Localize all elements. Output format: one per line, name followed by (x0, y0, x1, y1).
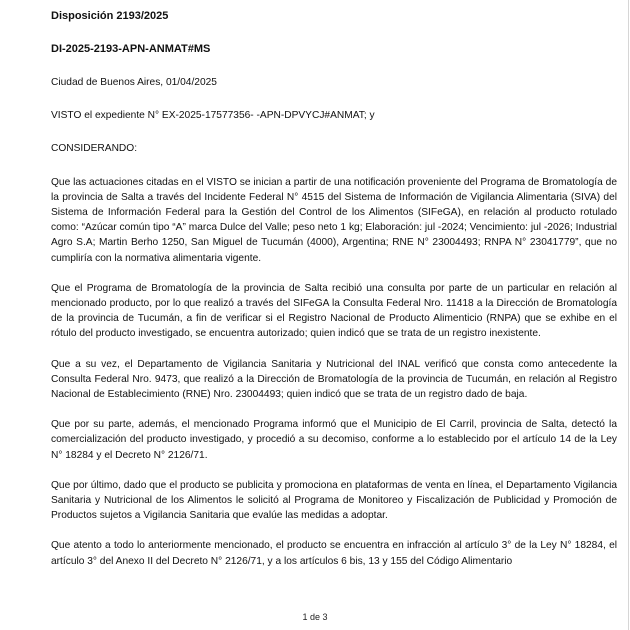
paragraph-4: Que por su parte, además, el mencionado Programa informó que el Municipio de El Carril, provincia de Salta, detectó la comercialización del producto investigado, y procedió a su decomiso, conforme a lo establecido por el artículo 14 de la Ley N° 18284 y el Decreto N° 2126/71. (51, 419, 617, 461)
visto-line: VISTO el expediente N° EX-2025-17577356- -APN-DPVYCJ#ANMAT; y (51, 110, 375, 122)
place-date: Ciudad de Buenos Aires, 01/04/2025 (51, 77, 217, 88)
document-code: DI-2025-2193-APN-ANMAT#MS (51, 43, 211, 55)
document-title: Disposición 2193/2025 (51, 10, 169, 22)
paragraph-2: Que el Programa de Bromatología de la provincia de Salta recibió una consulta por parte de un particular en relación al mencionado producto, por lo que realizó a través del SIFeGA la Consulta Federal Nro. 11418 a la Dirección de Bromatología de la provincia de Tucumán, a fin de verificar si el Registro Nacional de Producto Alimenticio (RNPA) que se exhibe en el rótulo del producto investigado, se encuentra autorizado; quien indicó que se trata de un registro inexistente. (51, 282, 617, 340)
paragraph-1: Que las actuaciones citadas en el VISTO se inician a partir de una notificación proveniente del Programa de Bromatología de la provincia de Salta a través del Incidente Federal N° 4515 del Sistema de Información de Vigilancia Alimentaria (SIVA) del Sistema de Información Federal para la Gestión del Control de los Alimentos (SIFeGA), en relación al producto rotulado como: “Azúcar común tipo “A” marca Dulce del Valle; peso neto 1 kg; Elaboración: jul -2024; Vencimiento: jul -2026; Industrial Agro S.A; Martin Berho 1250, San Miguel de Tucumán (4000), Argentina; RNE N° 23004493; RNPA N° 23041779”, que no cumpliría con la normativa alimentaria vigente. (51, 176, 617, 264)
page-edge-divider (628, 0, 629, 630)
paragraph-3: Que a su vez, el Departamento de Vigilancia Sanitaria y Nutricional del INAL verificó que consta como antecedente la Consulta Federal Nro. 9473, que realizó a la Dirección de Bromatología de la provincia de Tucumán, en relación al Registro Nacional de Establecimiento (RNE) Nro. 23004493; quien indicó que se trata de un registro dado de baja. (51, 358, 617, 401)
paragraph-6: Que atento a todo lo anteriormente mencionado, el producto se encuentra en infracción al artículo 3° de la Ley N° 18284, el artículo 3° del Anexo II del Decreto N° 2126/71, y a los artículos 6 bis, 13 y 155 del Código Alimentario (51, 540, 617, 567)
page-number: 1 de 3 (302, 612, 328, 622)
considerando-heading: CONSIDERANDO: (51, 143, 138, 155)
document-body (51, 9, 617, 584)
paragraph-5: Que por último, dado que el producto se publicita y promociona en plataformas de venta en línea, el Departamento Vigilancia Sanitaria y Nutricional de los Alimentos le solicitó al Programa de Monitoreo y Fiscalización de Publicidad y Promoción de Productos sujetos a Vigilancia Sanitaria que evalúe las medidas a adoptar. (51, 479, 617, 522)
